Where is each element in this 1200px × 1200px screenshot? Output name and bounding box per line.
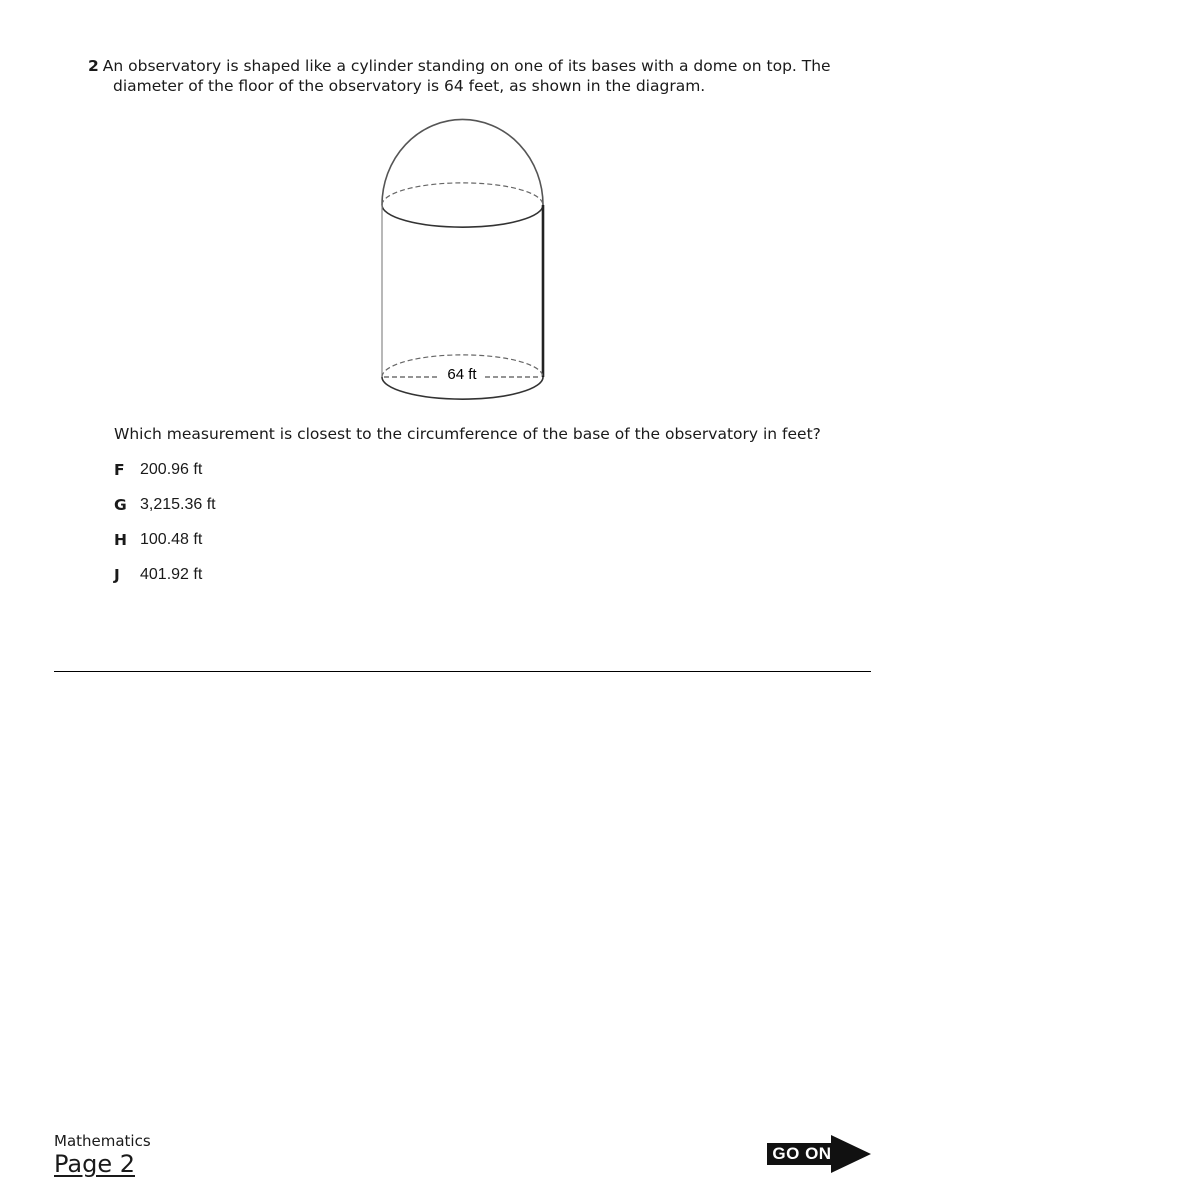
choice-text: 100.48 ft: [140, 531, 203, 548]
choice-g[interactable]: [114, 496, 216, 531]
choice-letter: J: [114, 566, 120, 584]
section-divider: [54, 671, 871, 672]
choice-letter: F: [114, 461, 125, 479]
question-stem: [88, 56, 848, 96]
choice-text: 401.92 ft: [140, 566, 203, 583]
choice-h[interactable]: [114, 531, 216, 566]
go-on-label: GO ON: [772, 1144, 832, 1163]
footer-subject: Mathematics: [54, 1132, 151, 1150]
answer-choices: [114, 461, 216, 601]
choice-text: 3,215.36 ft: [140, 496, 216, 513]
dome-arc: [382, 119, 543, 205]
choice-letter: H: [114, 531, 127, 549]
top-ellipse-back: [382, 183, 543, 205]
question-prompt: Which measurement is closest to the circumference of the base of the observatory in feet?: [114, 425, 821, 443]
choice-j[interactable]: [114, 566, 216, 601]
question-text-line1: An observatory is shaped like a cylinder standing on one of its bases with a dome on top. The: [102, 57, 831, 75]
choice-letter: G: [114, 496, 127, 514]
choice-text: 200.96 ft: [140, 461, 203, 478]
top-ellipse-front: [382, 205, 543, 227]
go-on-button[interactable]: [767, 1135, 871, 1173]
question-text-line2: diameter of the floor of the observatory is 64 feet, as shown in the diagram.: [113, 77, 706, 95]
choice-f[interactable]: [114, 461, 216, 496]
question-number: 2: [88, 57, 99, 75]
footer-page-number: Page 2: [54, 1150, 135, 1178]
observatory-diagram: [370, 110, 560, 410]
diameter-label: 64 ft: [447, 366, 477, 383]
